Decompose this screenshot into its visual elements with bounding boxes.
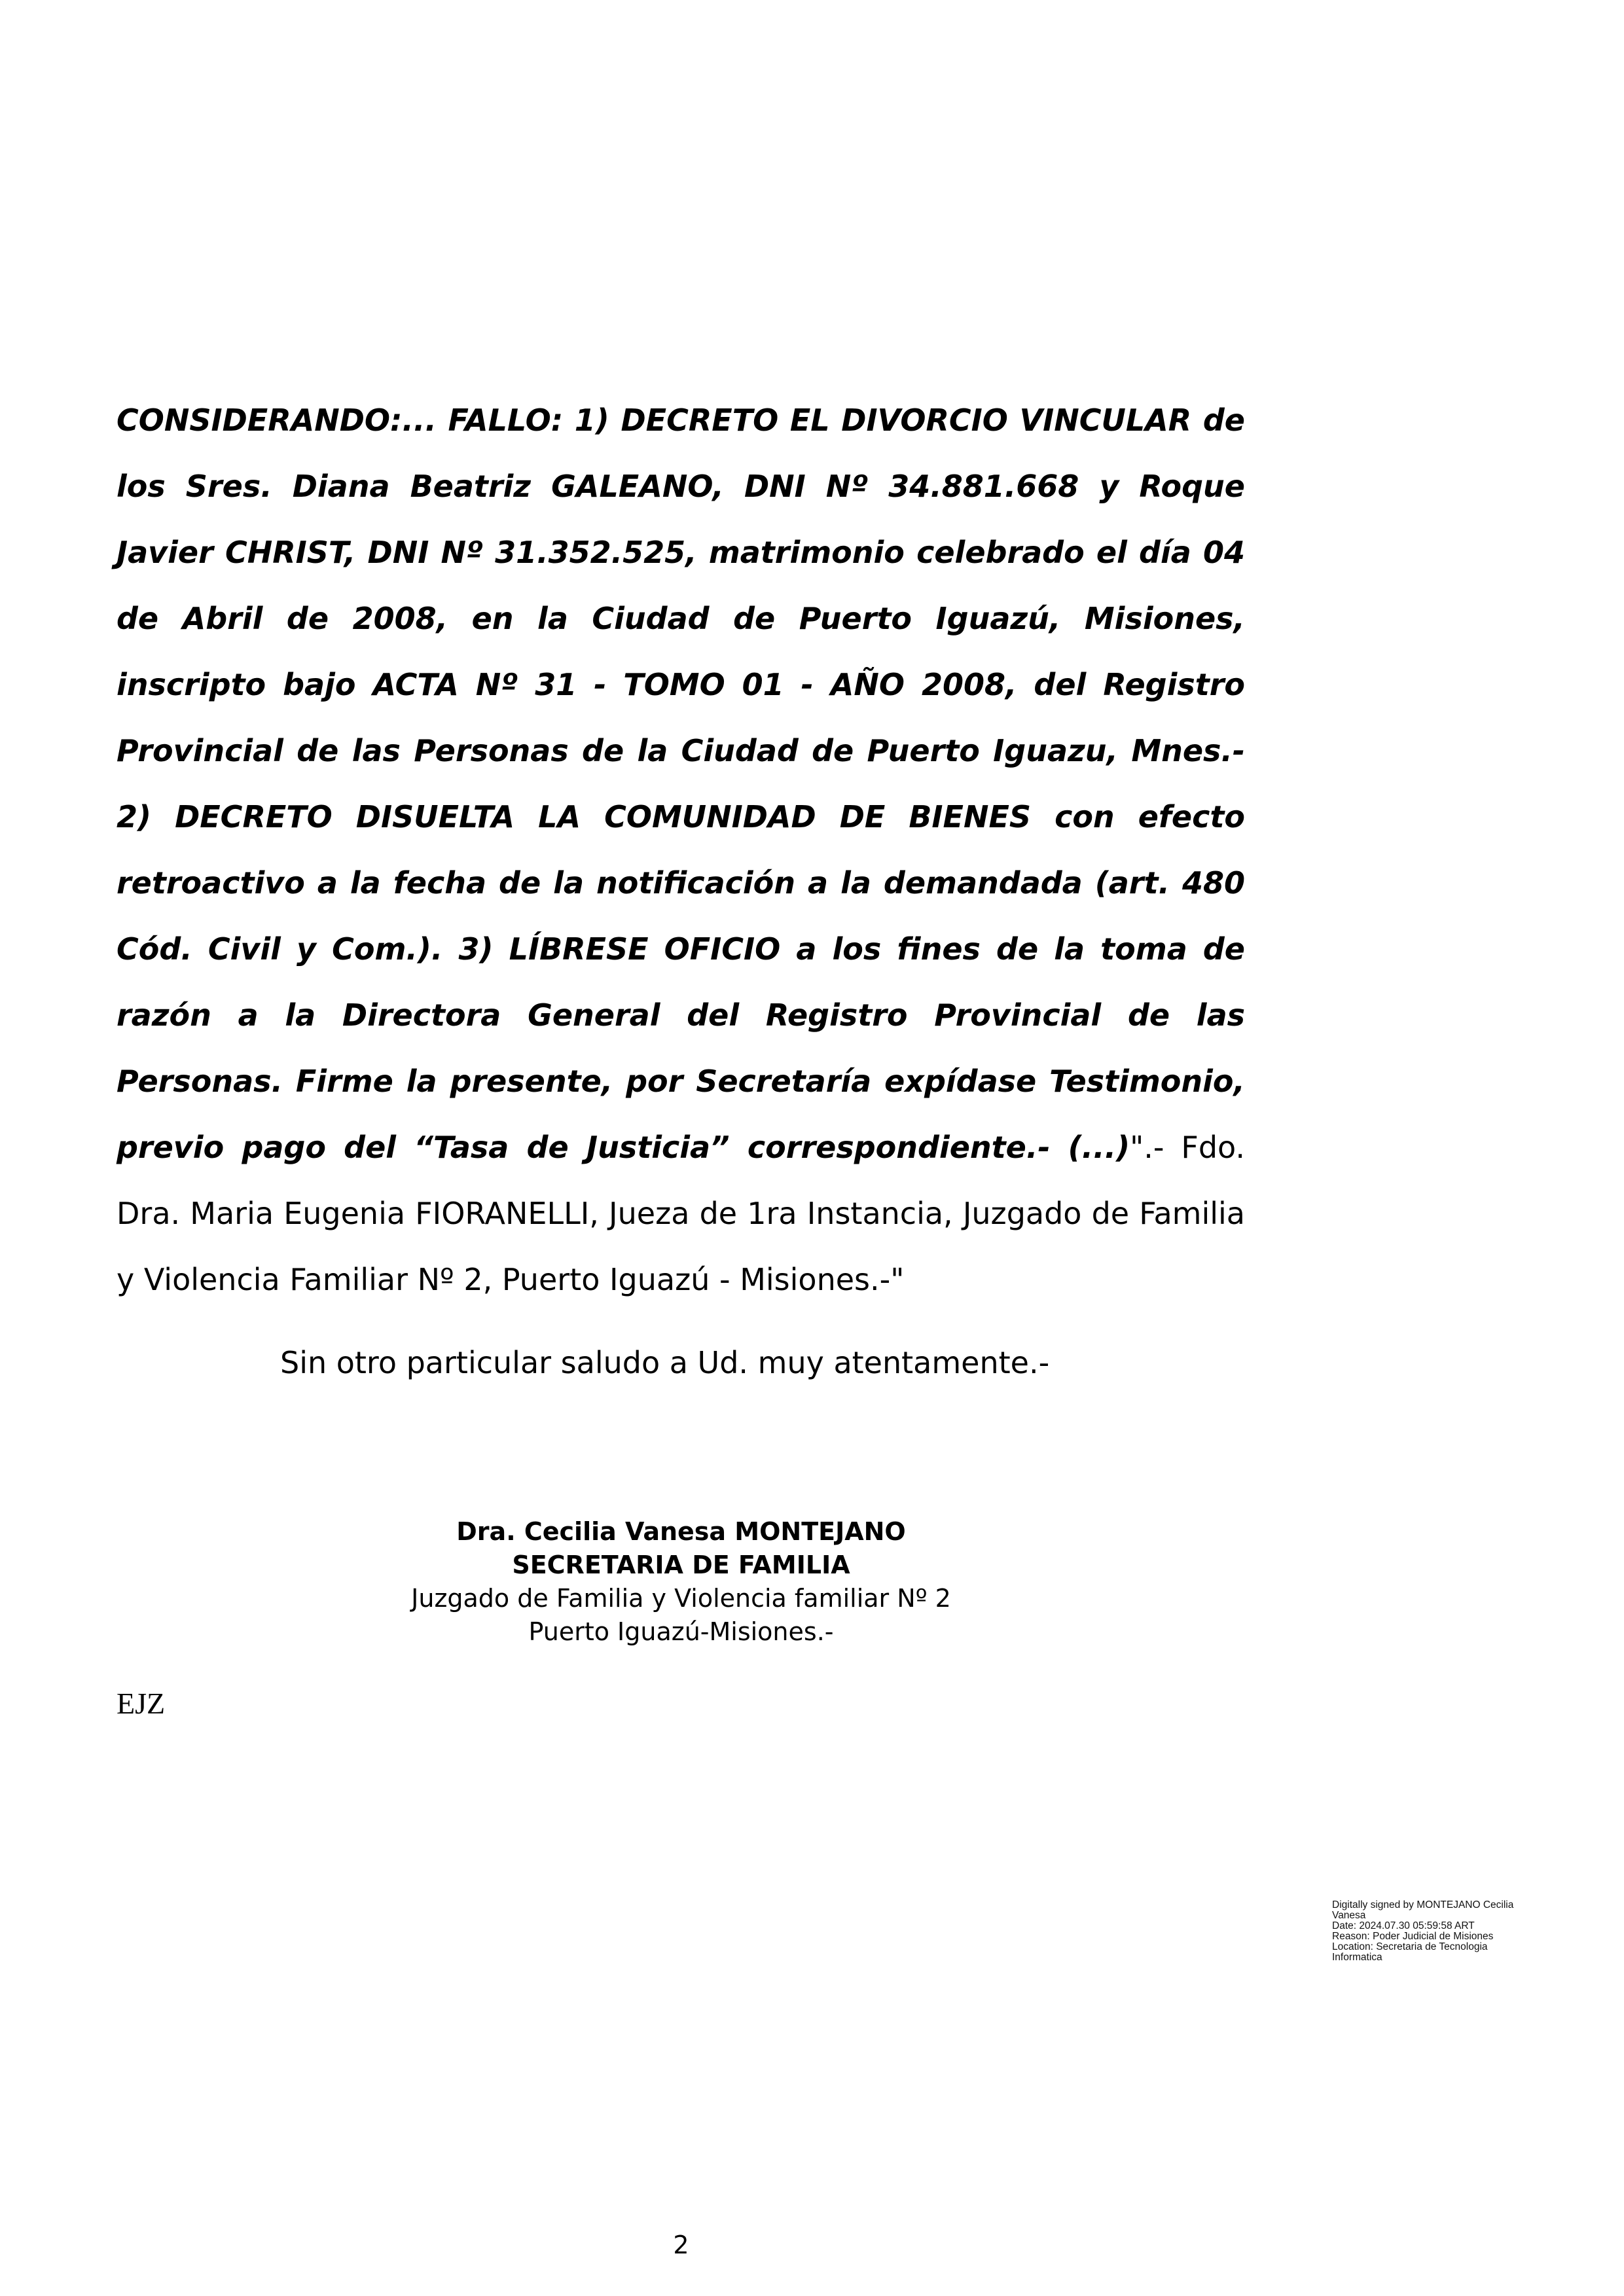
body-line-6: Provincial de las Personas de la Ciudad de Puerto Iguazu, Mnes.- [117,733,1245,768]
digital-signature-line: Location: Secretaria de Tecnologia [1332,1941,1488,1952]
body-line-5: inscripto bajo ACTA Nº 31 - TOMO 01 - AÑO 2008, del Registro [117,667,1245,702]
digital-signature-line: Reason: Poder Judicial de Misiones [1332,1931,1494,1942]
body-line-12-italic: previo pago del “Tasa de Justicia” correspondiente.- (...) [117,1130,1130,1165]
body-line-11: Personas. Firme la presente, por Secretaría expídase Testimonio, [117,1064,1245,1099]
digital-signature-stamp [1332,1900,1548,1963]
body-line-12-regular: ".- Fdo. [1130,1130,1245,1165]
digital-signature-line: Date: 2024.07.30 05:59:58 ART [1332,1920,1475,1931]
body-line-2: los Sres. Diana Beatriz GALEANO, DNI Nº 34.881.668 y Roque [117,469,1245,504]
body-line-3: Javier CHRIST, DNI Nº 31.352.525, matrimonio celebrado el día 04 [117,535,1245,570]
body-line-4: de Abril de 2008, en la Ciudad de Puerto Iguazú, Misiones, [117,601,1245,636]
digital-signature-line: Digitally signed by MONTEJANO Cecilia [1332,1899,1514,1910]
body-line-12 [117,1128,1245,1167]
body-line-1: CONSIDERANDO:... FALLO: 1) DECRETO EL DIVORCIO VINCULAR de [117,403,1245,438]
signer-place: Puerto Iguazú-Misiones.- [528,1617,834,1646]
closing-paragraph: Sin otro particular saludo a Ud. muy atentamente.- [280,1345,1050,1380]
digital-signature-line: Informatica [1332,1952,1382,1963]
signer-court: Juzgado de Familia y Violencia familiar Nº 2 [411,1584,951,1613]
digital-signature-line: Vanesa [1332,1910,1366,1921]
body-line-8: retroactivo a la fecha de la notificación a la demandada (art. 480 [117,865,1245,901]
signer-name: Dra. Cecilia Vanesa MONTEJANO [456,1517,906,1546]
body-line-14: y Violencia Familiar Nº 2, Puerto Iguazú - Misiones.-" [117,1262,905,1297]
body-line-13: Dra. Maria Eugenia FIORANELLI, Jueza de 1ra Instancia, Juzgado de Familia [117,1196,1245,1231]
page-number: 2 [673,2231,689,2259]
body-line-7: 2) DECRETO DISUELTA LA COMUNIDAD DE BIENES con efecto [117,799,1245,834]
body-line-10: razón a la Directora General del Registro Provincial de las [117,997,1245,1033]
body-line-9: Cód. Civil y Com.). 3) LÍBRESE OFICIO a los fines de la toma de [117,931,1245,967]
author-initials: EJZ [117,1687,166,1720]
signer-role: SECRETARIA DE FAMILIA [512,1551,850,1579]
